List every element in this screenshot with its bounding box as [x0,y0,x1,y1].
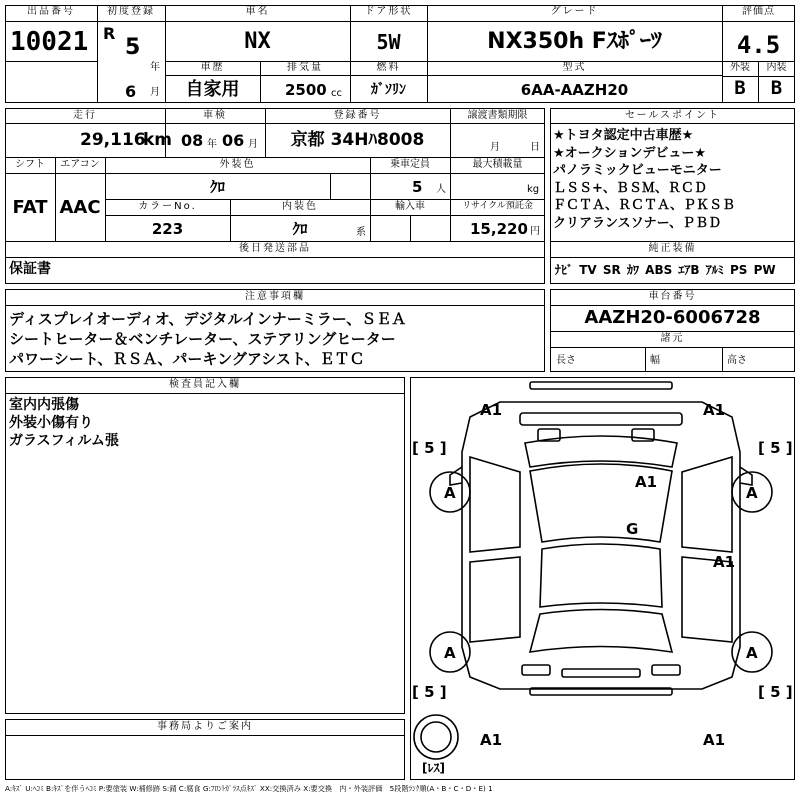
note-line: パワーシート、ＲＳＡ、パーキングアシスト、ＥＴＣ [9,350,365,368]
color-no: 223 [151,220,184,238]
tread-rear-right: [ 5 ] [758,683,793,701]
selling-point: ＬＳＳ+、ＢＳＭ、ＲＣＤ [553,180,707,196]
mark-hood: A1 [635,473,658,491]
grade: NX350h Fｽﾎﾟｰﾂ [487,29,662,54]
equipment-item: ｱﾙﾐ [705,263,724,277]
inspector-note: 室内内張傷 [9,397,79,413]
door-type: 5W [376,30,401,54]
color-label: 外装色 [219,159,256,170]
wheel-rear-right: A [746,644,758,662]
history: 自家用 [185,79,240,100]
mark-right-side: A1 [713,553,736,571]
aircon: AAC [59,197,101,218]
mark-front-left: A1 [480,401,503,419]
fuel-label: 燃料 [376,62,401,73]
inspector-note: ガラスフィルム張 [9,433,119,449]
tread-front-right: [ 5 ] [758,439,793,457]
mileage-unit: km [143,130,173,150]
notes-list [9,309,406,369]
month-unit: 月 [150,87,160,98]
era: R [103,24,116,43]
capacity: 5 [412,178,423,196]
selling-point: クリアランスソナー、ＰＢＤ [553,215,722,231]
mark-front-right: A1 [703,401,726,419]
inspection-year: 08 [181,131,204,150]
recycle-unit: 円 [530,226,540,237]
equipment-item: TV [579,263,597,277]
height-label: 高さ [727,355,747,366]
transfer-label: 譲渡書類期限 [467,110,528,121]
shift-label: シフト [15,159,45,170]
inspection-month-unit: 月 [248,139,258,150]
shift: FAT [12,197,48,218]
score-label: 評価点 [742,6,775,17]
mark-windshield: G [626,520,639,538]
selling-point: パノラミックビューモニター [553,163,722,178]
recycle-label: リサイクル預託金 [462,201,533,211]
notes-label: 注意事項欄 [245,291,305,302]
first-reg-year: 5 [125,35,141,60]
score: 4.5 [736,31,781,59]
mark-rear-left: A1 [480,731,503,749]
spare-tire-label: [ﾚｽ] [422,761,445,775]
import-label: 輸入車 [395,201,425,212]
first-reg-month: 6 [125,82,137,101]
tread-front-left: [ 5 ] [412,439,447,457]
interior-grade: B [770,77,783,99]
equipment-item: PW [753,263,776,277]
equipment-item: PS [729,263,748,277]
displacement: 2500 [285,81,327,99]
selling-points-label: セールスポイント [624,110,721,121]
fuel: ｶﾞｿﾘﾝ [371,82,406,98]
equipment-list [555,264,776,276]
wheel-front-right: A [746,484,758,502]
capacity-label: 乗車定員 [390,159,430,170]
inspection-year-unit: 年 [207,139,217,150]
equipment-item: ｶﾜ [626,263,639,277]
length-label: 長さ [556,355,576,366]
model-type: 6AA-AAZH20 [520,81,629,99]
lot-number: 10021 [10,27,89,57]
history-label: 車歴 [200,62,225,73]
equipment-item: ｴｱB [678,263,700,277]
wheel-rear-left: A [444,644,456,662]
inspection-label: 車検 [203,110,227,121]
tread-rear-left: [ 5 ] [412,683,447,701]
equipment-label: 純正装備 [648,243,697,254]
car-diagram [410,377,795,780]
selling-points-list [553,127,735,232]
selling-point: ＦＣＴＡ、ＲＣＴＡ、ＰＫＳＢ [553,198,736,213]
interior-color-unit: 系 [356,227,366,238]
interior-color: ｸﾛ [292,220,308,238]
chassis-number: AAZH20-6006728 [584,307,761,328]
chassis-label: 車台番号 [648,291,697,302]
equipment-item: ﾅﾋﾞ [555,263,574,277]
interior-label: 内装 [766,62,787,73]
type-label: 型式 [562,62,587,73]
color: ｸﾛ [209,178,225,196]
inspector-notes [9,396,119,450]
year-unit: 年 [150,62,160,73]
note-line: シートヒーター＆ベンチレーター、ステアリングヒーター [9,330,396,348]
selling-point: ★トヨタ認定中古車歴★ [553,128,694,143]
exterior-grade: B [734,77,746,99]
equipment-item: SR [602,263,621,277]
office-label: 事務局よりご案内 [157,721,253,732]
lot-label: 出品番号 [27,6,75,17]
color-no-label: カラーNo. [138,201,197,212]
wheel-front-left: A [444,484,456,502]
interior-color-label: 内装色 [282,201,318,212]
mileage: 29,116 [80,130,146,150]
capacity-unit: 人 [436,184,446,195]
later-parts-label: 後日発送部品 [239,243,311,254]
dims-label: 諸元 [660,333,685,344]
reg-no-label: 登録番号 [333,110,382,121]
load-unit: kg [527,184,540,195]
note-line: ディスプレイオーディオ、デジタルインナーミラー、ＳＥＡ [9,310,407,328]
later-parts: 保証書 [9,261,51,277]
inspection-month: 06 [222,131,245,150]
displacement-label: 排気量 [287,62,323,73]
transfer-month: 月 [490,142,500,153]
transfer-day: 日 [530,142,540,153]
displacement-unit: cc [331,88,342,99]
equipment-item: ABS [645,263,673,277]
aircon-label: エアコン [60,159,100,170]
inspector-label: 検査員記入欄 [169,379,241,390]
mark-rear-right: A1 [703,731,726,749]
model-name-label: 車名 [245,6,270,17]
mileage-label: 走行 [73,110,97,121]
load-label: 最大積載量 [472,159,523,170]
selling-point: ★オークションデビュー★ [553,145,707,161]
exterior-label: 外装 [730,62,750,73]
first-reg-label: 初度登録 [107,6,155,17]
width-label: 幅 [650,355,660,366]
inspector-note: 外装小傷有り [9,415,93,431]
legend: A:ｷｽﾞ U:ﾍｺﾐ B:ｷｽﾞを伴うﾍｺﾐ P:要塗装 W:補修跡 S:錆 C:腐食 G:ﾌﾛﾝﾄｶﾞﾗｽ点ｷｽﾞ XX:交換済み X:要交換 内・外装評価 5段階ﾗﾝｸ順(A・B・C・D・E) 1 [5,785,493,793]
model-name: NX [244,29,271,54]
reg-no: 京都 34Hﾊ8008 [290,130,425,150]
recycle-fee: 15,220 [470,220,528,238]
door-label: ドア形状 [364,6,413,17]
grade-label: グレード [550,6,599,17]
